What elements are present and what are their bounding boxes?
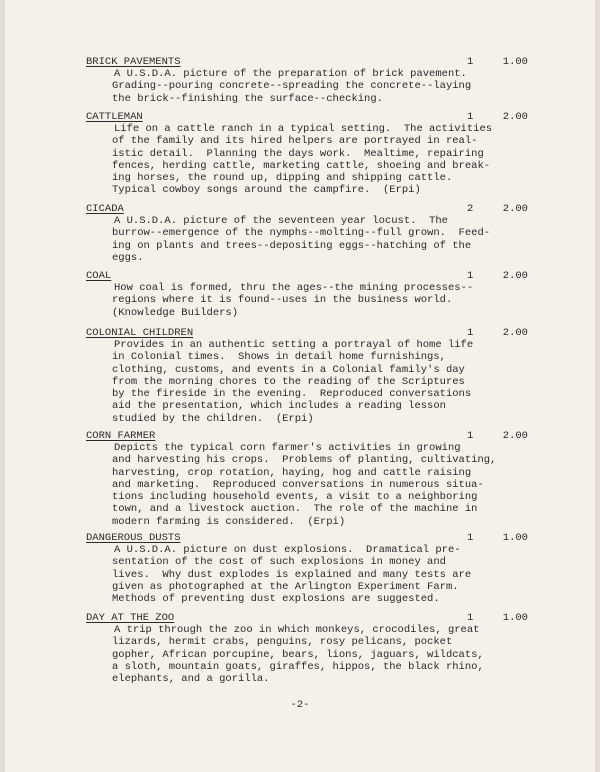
description-line: Typical cowboy songs around the campfire. (Erpi): [112, 184, 421, 197]
entry-title: CICADA: [86, 203, 124, 215]
description-line: sentation of the cost of such explosions in money and: [112, 556, 446, 569]
entry-title: DANGEROUS DUSTS: [86, 532, 181, 544]
entry-title: COLONIAL CHILDREN: [86, 327, 194, 339]
entry-description: [112, 215, 491, 264]
entry-description: [112, 282, 474, 319]
description-line: lizards, hermit crabs, penguins, rosy pelicans, pocket: [112, 636, 453, 649]
description-line: gopher, African porcupine, bears, lions, jaguars, wildcats,: [112, 648, 484, 661]
description-line: burrow--emergence of the nymphs--molting--full grown. Feed-: [112, 227, 491, 240]
description-line: eggs.: [112, 251, 144, 264]
description-line: elephants, and a gorilla.: [112, 673, 270, 686]
entry-description: [112, 123, 493, 197]
entry-price: 1.00: [502, 532, 528, 544]
description-line: Grading--pouring concrete--spreading the concrete--laying: [112, 80, 472, 93]
entry-title: CORN FARMER: [86, 430, 156, 442]
description-line: fences, herding cattle, marketing cattle, shoeing and break-: [112, 159, 491, 172]
entry-quantity: 2: [467, 203, 474, 215]
description-line: A U.S.D.A. picture of the seventeen year locust. The: [114, 215, 448, 227]
description-line: studied by the children. (Erpi): [112, 412, 314, 425]
description-line: How coal is formed, thru the ages--the mining processes--: [114, 282, 474, 294]
description-line: ing horses, the round up, dipping and shipping cattle.: [112, 172, 453, 185]
description-line: lives. Why dust explodes is explained and many tests are: [112, 568, 472, 581]
description-line: (Knowledge Builders): [112, 306, 239, 319]
entry-description: [112, 68, 472, 105]
description-line: Methods of preventing dust explosions are suggested.: [112, 593, 440, 606]
description-line: aid the presentation, which includes a reading lesson: [112, 400, 446, 413]
description-line: istic detail. Planning the days work. Mealtime, repairing: [112, 147, 484, 160]
description-line: and harvesting his crops. Problems of planting, cultivating,: [112, 454, 497, 467]
description-line: by the fireside in the evening. Reproduced conversations: [112, 388, 472, 401]
description-line: of the family and its hired helpers are portrayed in real-: [112, 135, 478, 148]
page-left-edge: [0, 0, 5, 772]
description-line: in Colonial times. Shows in detail home furnishings,: [112, 351, 446, 364]
description-line: A U.S.D.A. picture on dust explosions. Dramatical pre-: [114, 544, 461, 556]
description-line: A U.S.D.A. picture of the preparation of brick pavement.: [114, 68, 467, 80]
description-line: Life on a cattle ranch in a typical setting. The activities: [114, 123, 493, 135]
entry-description: [112, 339, 474, 425]
description-line: clothing, customs, and events in a Colonial family's day: [112, 363, 465, 376]
entry-price: 2.00: [502, 327, 528, 339]
entry-title: DAY AT THE ZOO: [86, 612, 175, 624]
description-line: Provides in an authentic setting a portrayal of home life: [114, 339, 474, 351]
description-line: modern farming is considered. (Erpi): [112, 515, 346, 528]
description-line: regions where it is found--uses in the business world.: [112, 294, 453, 307]
description-line: the brick--finishing the surface--checking.: [112, 92, 383, 105]
description-line: tions including household events, a visit to a neighboring: [112, 491, 478, 504]
entry-title: BRICK PAVEMENTS: [86, 56, 181, 68]
entry-quantity: 1: [467, 532, 474, 544]
entry-quantity: 1: [467, 612, 474, 624]
entry-price: 1.00: [502, 612, 528, 624]
entry-description: [112, 624, 484, 686]
entry-quantity: 1: [467, 111, 474, 123]
entry-quantity: 1: [467, 430, 474, 442]
entry-title: COAL: [86, 270, 112, 282]
entry-price: 2.00: [502, 203, 528, 215]
entry-price: 2.00: [502, 270, 528, 282]
description-line: a sloth, mountain goats, giraffes, hippos, the black rhino,: [112, 660, 484, 673]
description-line: A trip through the zoo in which monkeys, crocodiles, great: [114, 624, 480, 636]
entry-title: CATTLEMAN: [86, 111, 143, 123]
description-line: town, and a livestock auction. The role of the machine in: [112, 503, 478, 516]
description-line: and marketing. Reproduced conversations in numerous situa-: [112, 478, 484, 491]
entry-price: 1.00: [502, 56, 528, 68]
description-line: from the morning chores to the reading of the Scriptures: [112, 375, 465, 388]
description-line: given as photographed at the Arlington Experiment Farm.: [112, 580, 459, 593]
entry-quantity: 1: [467, 56, 474, 68]
description-line: Depicts the typical corn farmer's activities in growing: [114, 442, 461, 454]
entry-price: 2.00: [502, 430, 528, 442]
entry-description: [112, 442, 497, 528]
description-line: harvesting, crop rotation, haying, hog and cattle raising: [112, 466, 472, 479]
page-right-edge: [595, 0, 600, 772]
entry-description: [112, 544, 472, 606]
description-line: ing on plants and trees--depositing eggs--hatching of the: [112, 239, 472, 252]
page-number: -2-: [290, 699, 310, 711]
entry-price: 2.00: [502, 111, 528, 123]
entry-quantity: 1: [467, 327, 474, 339]
entry-quantity: 1: [467, 270, 474, 282]
